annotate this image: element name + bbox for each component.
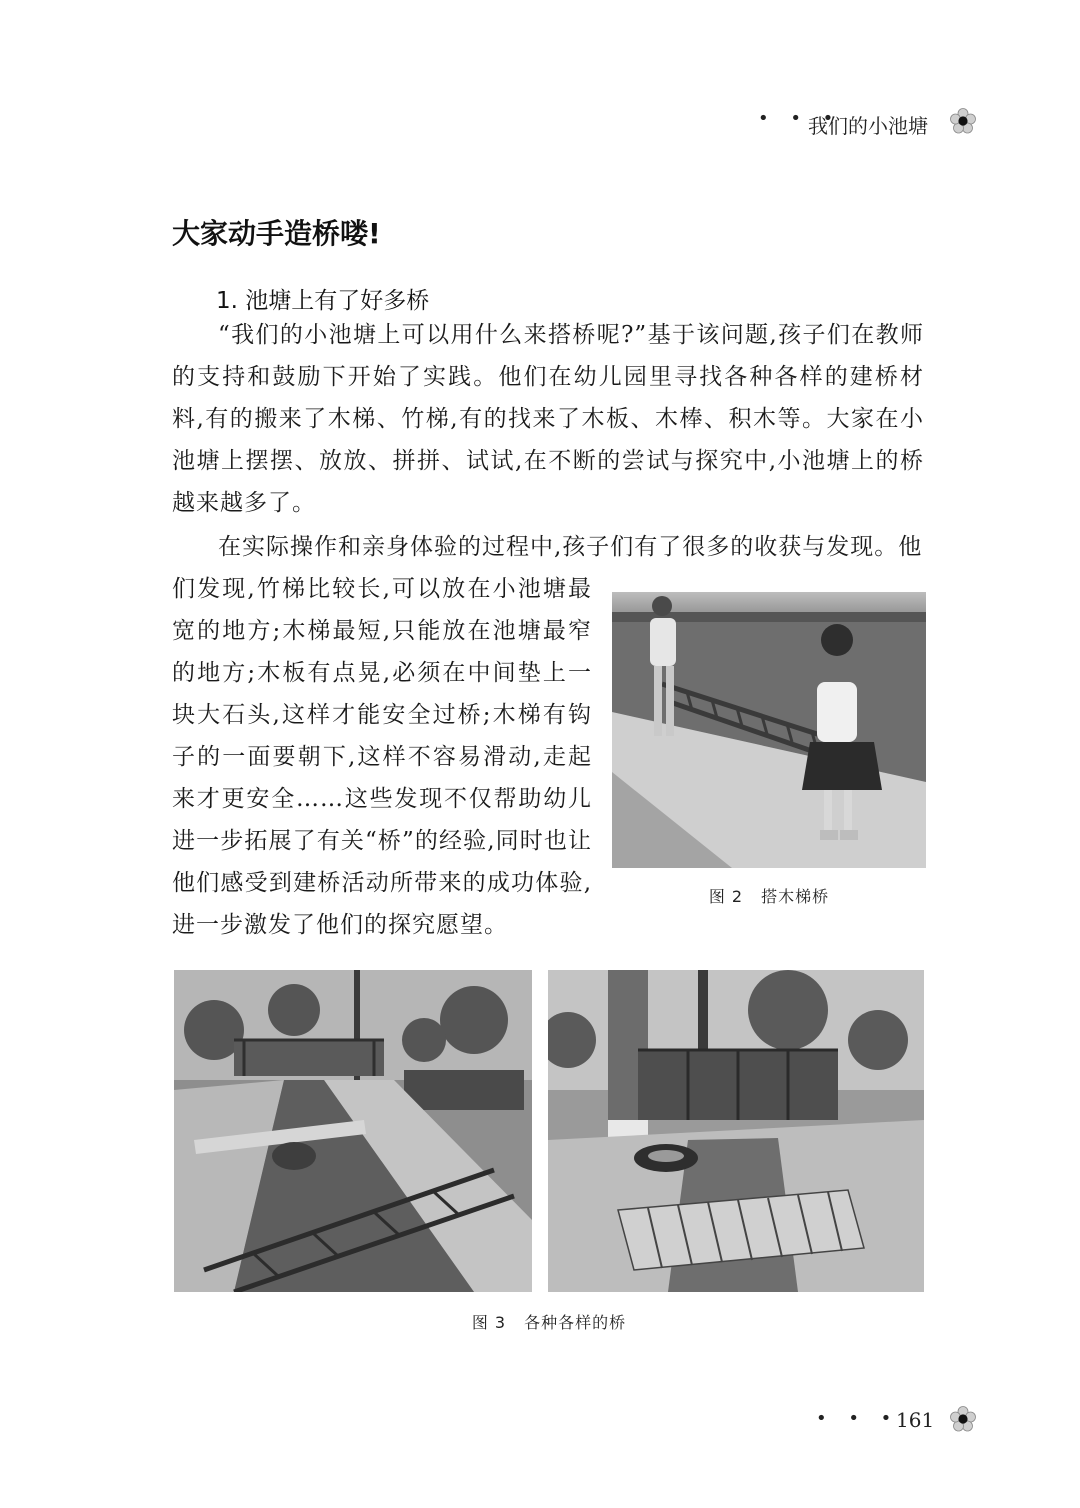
flower-icon xyxy=(950,108,976,134)
figure-2-number: 图 2 xyxy=(708,887,744,906)
running-header-title: 我们的小池塘 xyxy=(808,114,928,138)
header-dots: • • • xyxy=(758,108,842,129)
paragraph-2: 在实际操作和亲身体验的过程中,孩子们有了很多的收获与发现。他 xyxy=(218,534,923,560)
footer-dots: • • • xyxy=(816,1408,900,1429)
figure-3a-photo xyxy=(174,970,532,1292)
figure-3-caption-text: 各种各样的桥 xyxy=(524,1313,627,1332)
subsection-title: 1. 池塘上有了好多桥 xyxy=(216,288,430,314)
figure-2-caption-text: 搭木梯桥 xyxy=(761,887,830,906)
figure-3b-photo xyxy=(548,970,924,1292)
paragraph-1: “我们的小池塘上可以用什么来搭桥呢?”基于该问题,孩子们在教师的支持和鼓励下开始了实践。他们在幼儿园里寻找各种各样的建桥材料,有的搬来了木梯、竹梯,有的找来了木板、木棒、积木等。大家在小池塘上摆摆、放放、拼拼、试试,在不断的尝试与探究中,小池塘上的桥越来越多了。 xyxy=(172,322,924,516)
figure-3-number: 图 3 xyxy=(471,1313,507,1332)
section-title: 大家动手造桥喽! xyxy=(172,217,381,250)
figure-3-caption xyxy=(174,1310,924,1333)
figure-2-photo xyxy=(612,592,926,868)
paragraph-3: 们发现,竹梯比较长,可以放在小池塘最宽的地方;木梯最短,只能放在池塘最窄的地方;木板有点晃,必须在中间垫上一块大石头,这样才能安全过桥;木梯有钩子的一面要朝下,这样不容易滑动,走起来才更安全……这些发现不仅帮助幼儿进一步拓展了有关“桥”的经验,同时也让他们感受到建桥活动所带来的成功体验,进一步激发了他们的探究愿望。 xyxy=(172,576,592,938)
flower-icon xyxy=(950,1406,976,1432)
figure-2-caption xyxy=(612,884,926,907)
page-number: 161 xyxy=(896,1408,935,1432)
